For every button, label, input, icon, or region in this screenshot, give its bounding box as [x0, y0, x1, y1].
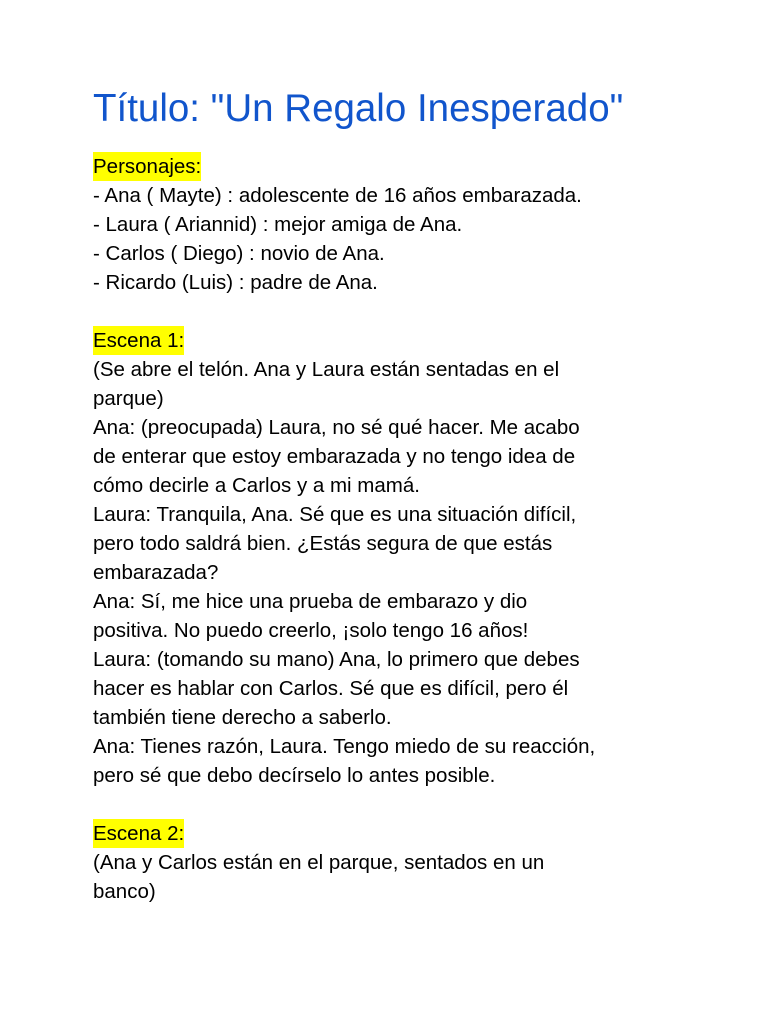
text-line: - Carlos ( Diego) : novio de Ana.	[93, 242, 385, 265]
text-line: cómo decirle a Carlos y a mi mamá.	[93, 474, 420, 497]
text-line: - Laura ( Ariannid) : mejor amiga de Ana.	[93, 213, 463, 236]
text-line: embarazada?	[93, 561, 219, 584]
text-line: Ana: Sí, me hice una prueba de embarazo y dio	[93, 590, 528, 613]
text-line: banco)	[93, 880, 156, 903]
document-page	[93, 86, 733, 906]
text-line: - Ricardo (Luis) : padre de Ana.	[93, 271, 378, 294]
section-heading: Escena 2:	[93, 819, 184, 848]
text-line: Ana: Tienes razón, Laura. Tengo miedo de su reacción,	[93, 735, 596, 758]
text-line: (Se abre el telón. Ana y Laura están sentadas en el	[93, 358, 560, 381]
text-line: (Ana y Carlos están en el parque, sentados en un	[93, 851, 545, 874]
document-title: Título: "Un Regalo Inesperado"	[93, 87, 624, 130]
text-line: Laura: (tomando su mano) Ana, lo primero que debes	[93, 648, 580, 671]
text-line: Laura: Tranquila, Ana. Sé que es una situación difícil,	[93, 503, 577, 526]
text-line: pero todo saldrá bien. ¿Estás segura de que estás	[93, 532, 553, 555]
section-heading: Personajes:	[93, 152, 201, 181]
text-line: Ana: (preocupada) Laura, no sé qué hacer. Me acabo	[93, 416, 580, 439]
text-line: parque)	[93, 387, 164, 410]
text-line: positiva. No puedo creerlo, ¡solo tengo 16 años!	[93, 619, 529, 642]
section-escena-1	[93, 326, 733, 790]
section-escena-2	[93, 819, 733, 906]
text-line: también tiene derecho a saberlo.	[93, 706, 392, 729]
section-heading: Escena 1:	[93, 326, 184, 355]
text-line: de enterar que estoy embarazada y no tengo idea de	[93, 445, 576, 468]
text-line: - Ana ( Mayte) : adolescente de 16 años embarazada.	[93, 184, 582, 207]
text-line: pero sé que debo decírselo lo antes posible.	[93, 764, 496, 787]
section-personajes	[93, 152, 733, 297]
text-line: hacer es hablar con Carlos. Sé que es difícil, pero él	[93, 677, 569, 700]
